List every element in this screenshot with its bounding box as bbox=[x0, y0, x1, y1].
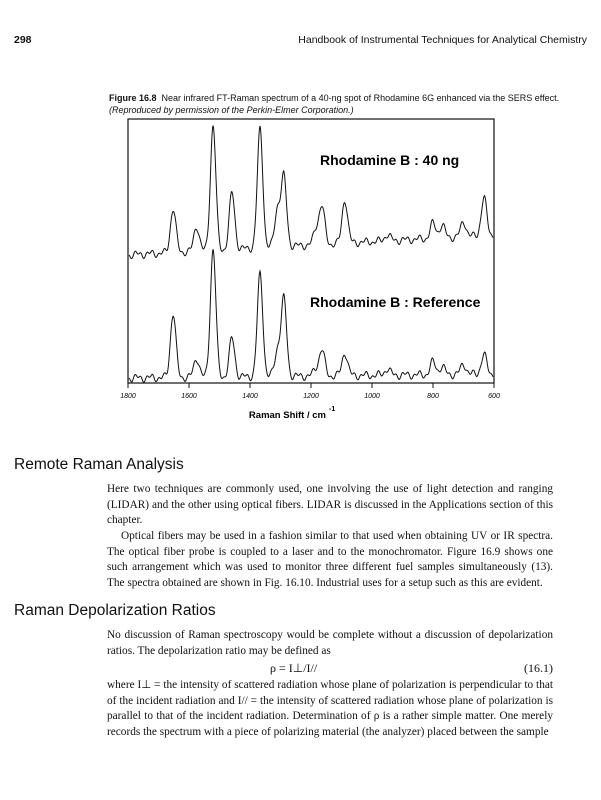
x-axis-label: Raman Shift / cm bbox=[248, 410, 326, 421]
series-label-reference: Rhodamine B : Reference bbox=[310, 294, 481, 310]
x-tick-label: 1200 bbox=[303, 393, 319, 400]
figure-label: Figure 16.8 bbox=[109, 93, 157, 103]
caption-credit: (Reproduced by permission of the Perkin-Elmer Corporation.) bbox=[109, 105, 354, 115]
caption-text: Near infrared FT-Raman spectrum of a 40-ng spot of Rhodamine 6G enhanced via the SERS effect. bbox=[161, 93, 560, 103]
section-heading: Raman Depolarization Ratios bbox=[14, 602, 216, 619]
page-number: 298 bbox=[14, 34, 32, 46]
series-label-40ng: Rhodamine B : 40 ng bbox=[320, 152, 460, 168]
x-tick-label: 1800 bbox=[120, 393, 136, 400]
x-tick-label: 1600 bbox=[181, 393, 197, 400]
x-tick-label: 1400 bbox=[242, 393, 258, 400]
equation: ρ = I⊥/I// bbox=[270, 661, 318, 675]
x-tick-label: 1000 bbox=[364, 393, 380, 400]
spectrum-line-reference bbox=[129, 249, 493, 382]
section-heading: Remote Raman Analysis bbox=[14, 456, 184, 473]
x-tick-label: 800 bbox=[427, 393, 439, 400]
x-axis-label-sup: -1 bbox=[329, 406, 336, 413]
paragraph: Optical fibers may be used in a fashion similar to that used when obtaining UV or IR spectra. The optical fiber probe is coupled to a laser and to the monochromator. Figure 16.9 shows one such arrangement which was used to monitor three different fuel samples simultaneously (13). The spectra obtained are shown in Fig. 16.10. Industrial uses for a setup such as this are evident. bbox=[107, 530, 553, 589]
spectrum-line-40ng bbox=[129, 126, 493, 259]
paragraph: where I⊥ = the intensity of scattered radiation whose plane of polarization is perpendicular to that of the incident radiation and I// = the intensity of scattered radiation whose plane of polarization is parallel to that of the incident radiation. Determination of ρ is a rather simple matter. One merely records the spectrum with a piece of polarizing material (the analyzer) placed between the sample bbox=[107, 679, 553, 738]
x-tick-label: 600 bbox=[488, 393, 500, 400]
equation-number: (16.1) bbox=[524, 661, 553, 675]
paragraph: Here two techniques are commonly used, one involving the use of light detection and ranging (LIDAR) and the other using optical fibers. LIDAR is discussed in the Applications section of this chapter. bbox=[107, 483, 553, 526]
running-title: Handbook of Instrumental Techniques for Analytical Chemistry bbox=[298, 34, 587, 46]
paragraph: No discussion of Raman spectroscopy would be complete without a discussion of depolarization ratios. The depolarization ratio may be defined as bbox=[107, 629, 553, 657]
